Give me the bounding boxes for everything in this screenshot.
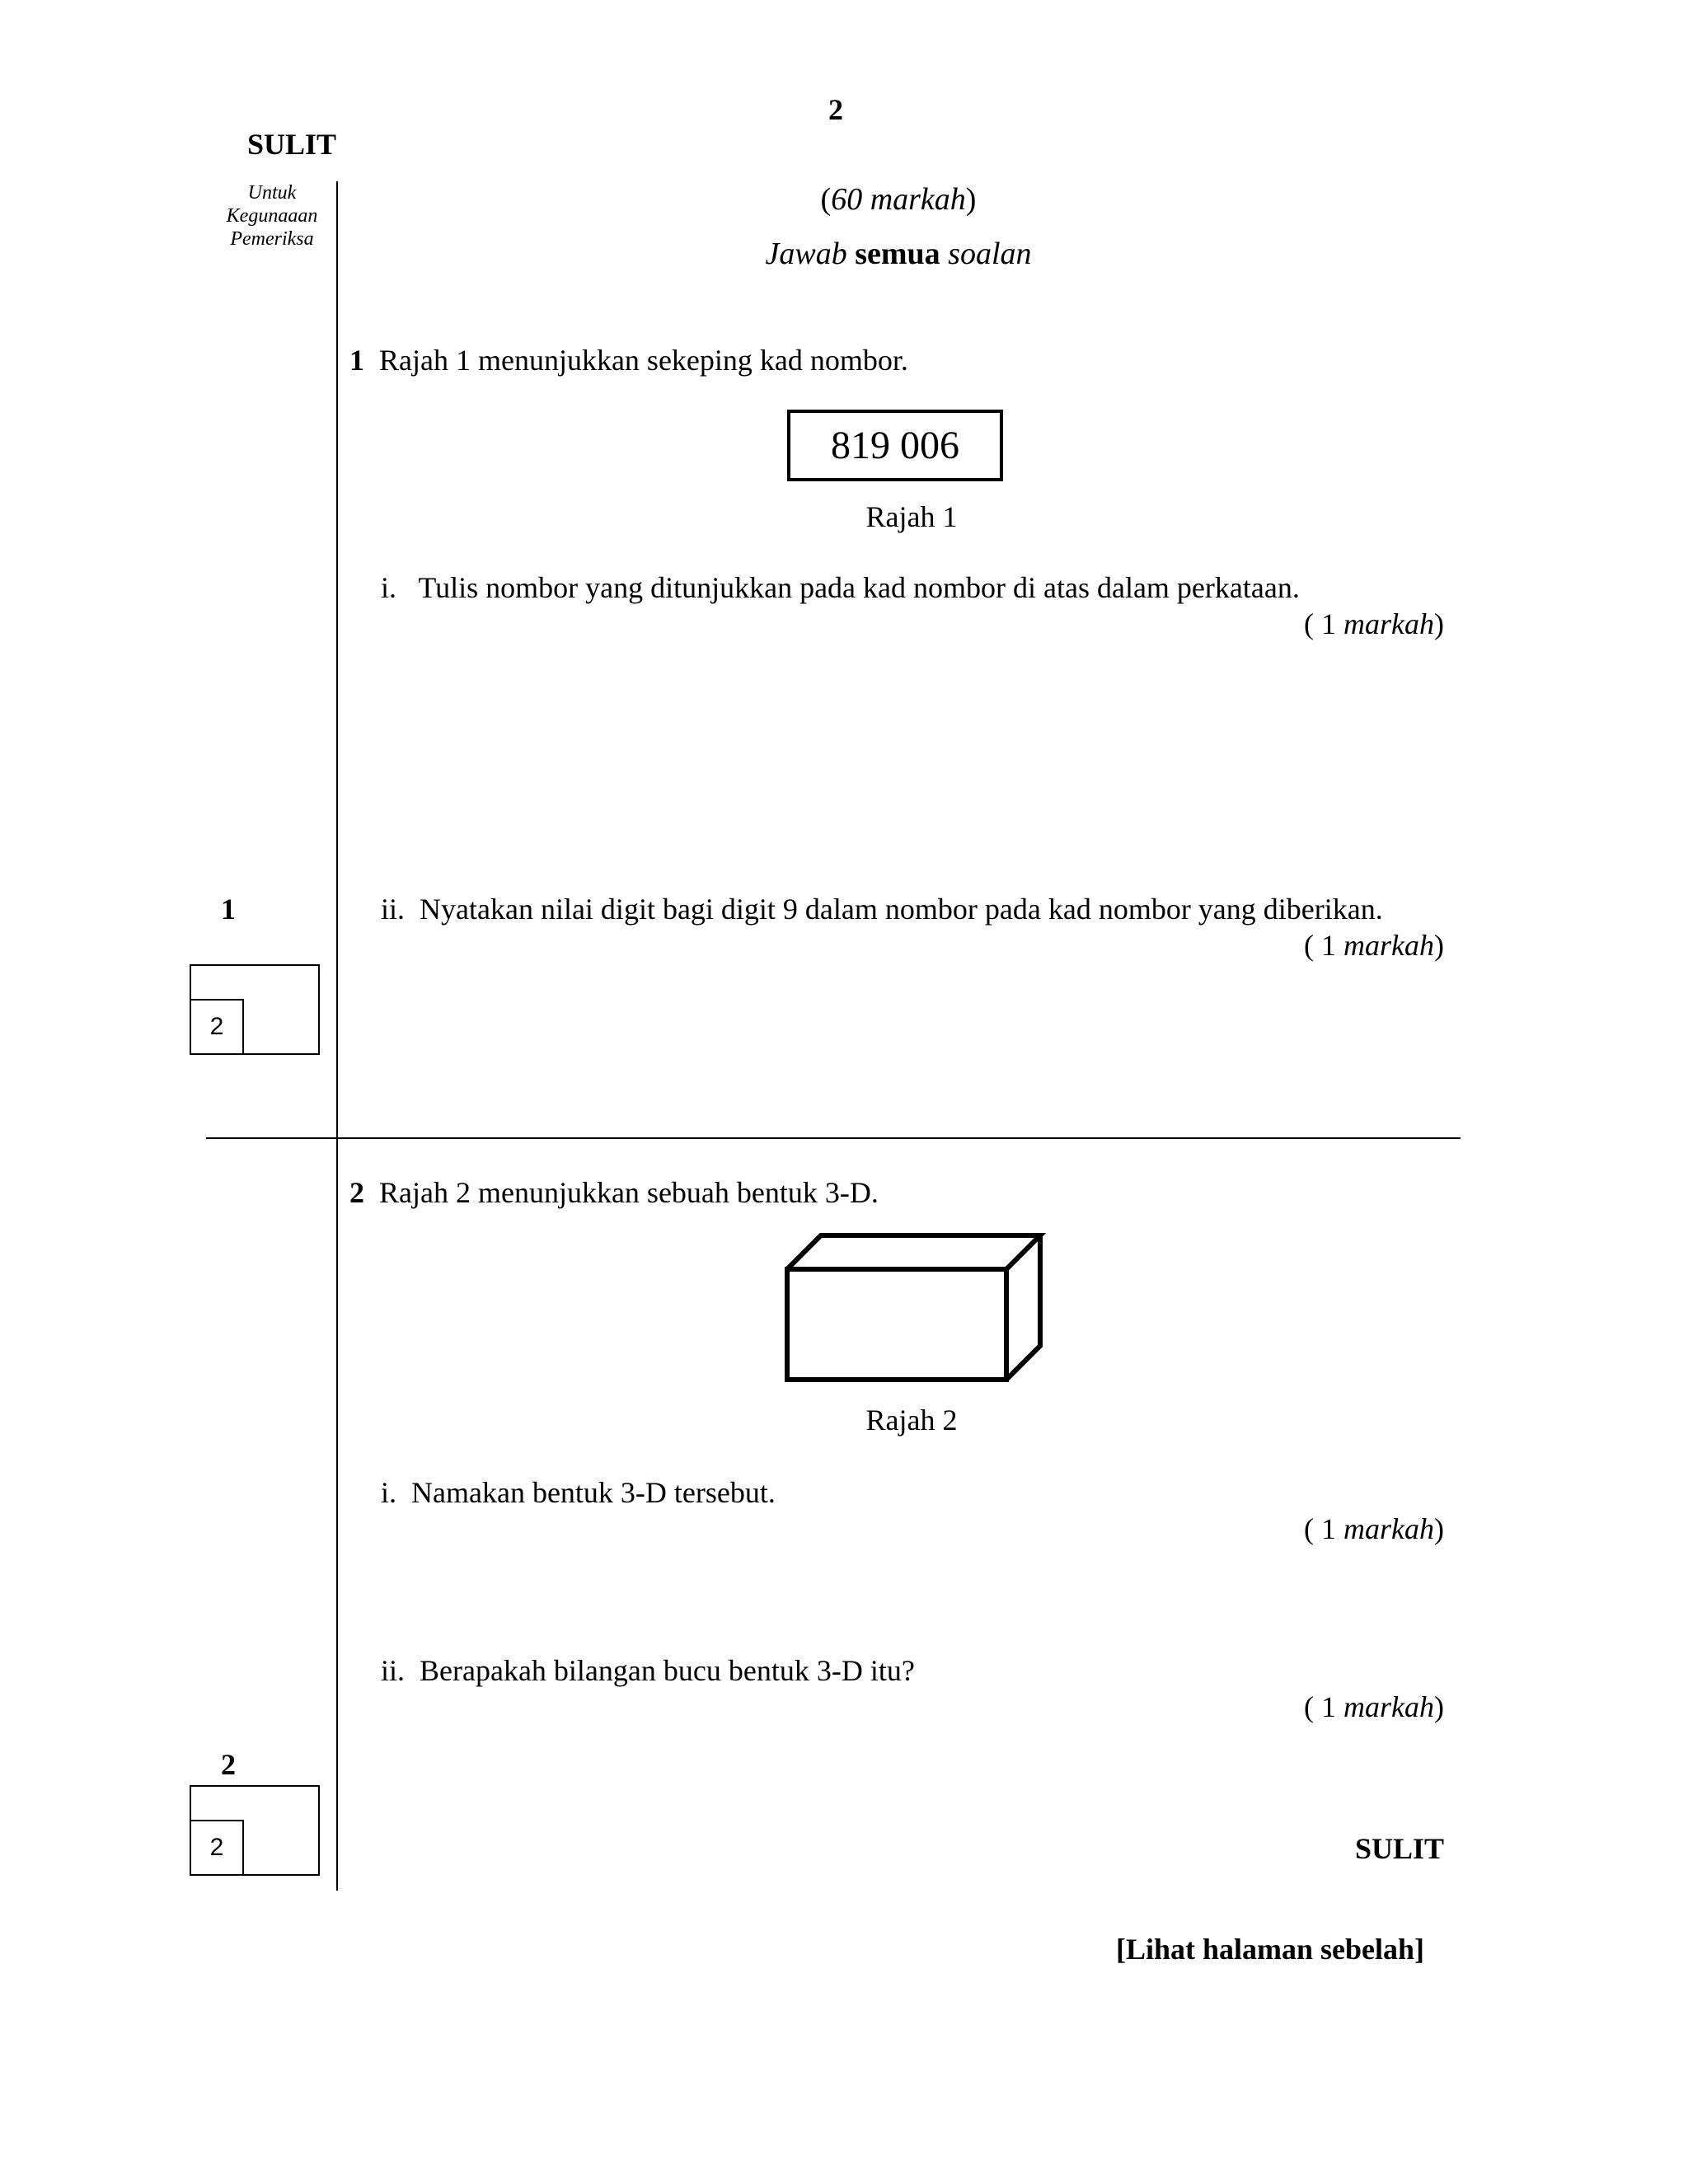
marks-number: 1 — [1321, 1690, 1336, 1723]
score-box[interactable] — [190, 964, 320, 1055]
classification-footer: SULIT — [1354, 1832, 1444, 1865]
total-marks-box: 2 — [190, 999, 244, 1055]
part-label: ii. — [381, 893, 406, 926]
figure-1-caption: Rajah 1 — [865, 500, 958, 533]
question-text: Rajah 1 menunjukkan sekeping kad nombor. — [379, 344, 908, 377]
marks-allocation: ( 1 markah) — [1304, 929, 1444, 962]
instruction-prefix: Jawab — [765, 237, 847, 271]
part-label: i. — [381, 571, 397, 604]
question-1-part-i — [381, 570, 1300, 605]
instruction-suffix: soalan — [948, 237, 1032, 271]
total-marks-box: 2 — [190, 1820, 244, 1876]
question-2-part-ii — [381, 1653, 915, 1688]
figure-2-caption: Rajah 2 — [865, 1404, 958, 1436]
margin-question-number: 2 — [221, 1748, 236, 1781]
question-number: 1 — [349, 344, 364, 377]
part-text: Tulis nombor yang ditunjukkan pada kad nombor di atas dalam perkataan. — [418, 571, 1300, 604]
examiner-label-line: Pemeriksa — [230, 228, 314, 250]
instruction-bold: semua — [855, 237, 940, 271]
classification-header: SULIT — [247, 128, 337, 161]
question-2-stem — [349, 1175, 879, 1210]
marks-allocation: ( 1 markah) — [1304, 1512, 1444, 1545]
examiner-label-line: Untuk — [247, 182, 297, 204]
cuboid-figure — [783, 1231, 1047, 1385]
section-marks: (60 markah) — [820, 182, 977, 217]
marks-allocation: ( 1 markah) — [1304, 607, 1444, 640]
marks-word: markah — [1343, 1690, 1434, 1723]
question-text: Rajah 2 menunjukkan sebuah bentuk 3-D. — [379, 1176, 879, 1209]
part-text: Nyatakan nilai digit bagi digit 9 dalam nombor pada kad nombor yang diberikan. — [420, 893, 1383, 926]
examiner-use-label — [214, 181, 330, 251]
page-number: 2 — [828, 93, 843, 126]
examiner-label-line: Kegunaaan — [226, 205, 318, 227]
part-text: Namakan bentuk 3-D tersebut. — [411, 1476, 776, 1509]
score-box[interactable] — [190, 1785, 320, 1876]
examiner-margin-divider — [336, 181, 338, 1891]
part-text: Berapakah bilangan bucu bentuk 3-D itu? — [420, 1654, 915, 1687]
question-1-stem — [349, 343, 908, 377]
marks-word: markah — [1343, 607, 1434, 640]
question-number: 2 — [349, 1176, 364, 1209]
marks-number: 1 — [1321, 1512, 1336, 1545]
section-instruction — [338, 236, 1459, 272]
question-separator — [206, 1137, 1461, 1139]
marks-allocation: ( 1 markah) — [1304, 1690, 1444, 1723]
cuboid-top-face — [787, 1235, 1040, 1269]
margin-question-number: 1 — [221, 893, 236, 926]
question-1-part-ii — [381, 892, 1383, 926]
marks-number: 1 — [1321, 929, 1336, 962]
part-label: i. — [381, 1476, 397, 1509]
part-label: ii. — [381, 1654, 406, 1687]
marks-number: 1 — [1321, 607, 1336, 640]
number-card: 819 006 — [787, 410, 1003, 481]
cuboid-side-face — [1006, 1235, 1040, 1380]
section-marks-value: 60 markah — [831, 182, 966, 217]
next-page-note: [Lihat halaman sebelah] — [1115, 1933, 1424, 1966]
marks-word: markah — [1343, 929, 1434, 962]
marks-word: markah — [1343, 1512, 1434, 1545]
cuboid-front-face — [787, 1269, 1006, 1380]
question-2-part-i — [381, 1475, 776, 1510]
